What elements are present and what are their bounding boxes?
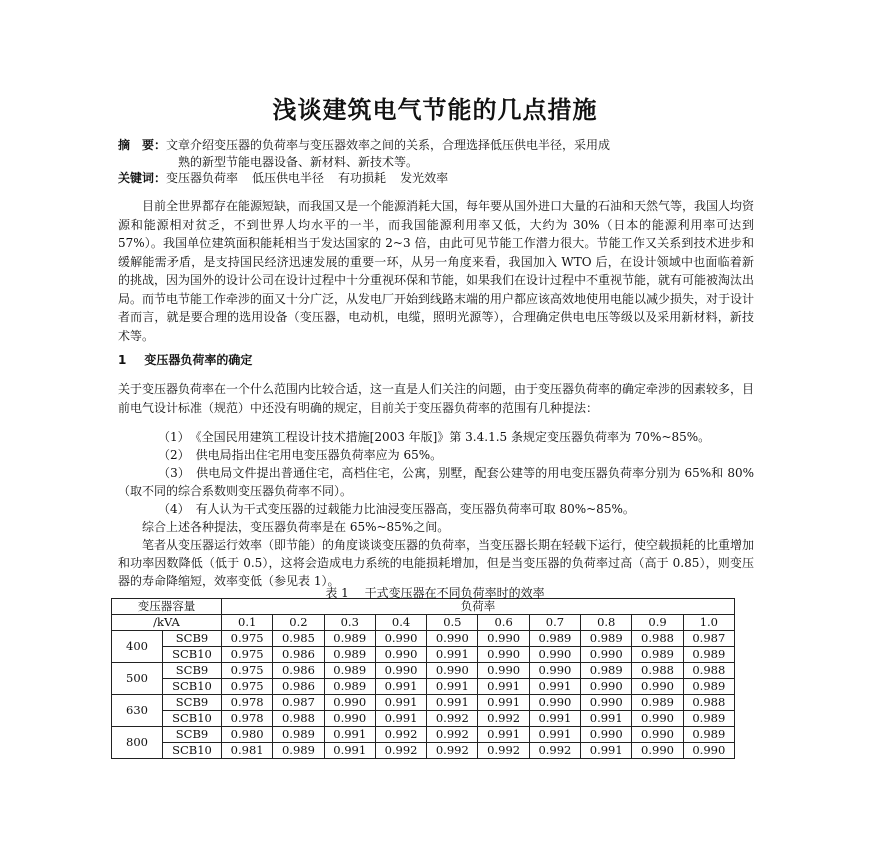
section-paragraph: 关于变压器负荷率在一个什么范围内比较合适，这一直是人们关注的问题，由于变压器负荷率的确定牵涉的因素较多，目前电气设计标准（规范）中还没有明确的规定，目前关于变压器负荷率的范围有几种提法： — [118, 382, 755, 415]
efficiency-cell: 0.990 — [478, 631, 529, 647]
model-cell: SCB10 — [163, 711, 222, 727]
efficiency-cell: 0.987 — [273, 695, 324, 711]
table-caption: 表 1 干式变压器在不同负荷率时的效率 — [325, 586, 545, 600]
efficiency-cell: 0.990 — [324, 711, 375, 727]
efficiency-cell: 0.989 — [683, 647, 734, 663]
efficiency-cell: 0.991 — [478, 695, 529, 711]
efficiency-cell: 0.989 — [683, 679, 734, 695]
efficiency-cell: 0.988 — [683, 695, 734, 711]
efficiency-cell: 0.988 — [273, 711, 324, 727]
model-cell: SCB10 — [163, 679, 222, 695]
paper-title: 浅谈建筑电气节能的几点措施 — [272, 96, 598, 124]
efficiency-cell: 0.991 — [427, 679, 478, 695]
keyword: 发光效率 — [400, 171, 449, 185]
capacity-cell: 800 — [112, 727, 163, 759]
efficiency-cell: 0.990 — [478, 647, 529, 663]
efficiency-cell: 0.980 — [222, 727, 273, 743]
author-view-paragraph: 笔者从变压器运行效率（即节能）的角度谈谈变压器的负荷率，当变压器长期在轻载下运行，使空载损耗的比重增加和功率因数降低（低于 0.5），这将会造成电力系统的电能损耗增加，但是当变压器的负荷率过高（高于 0.85），则变压器的寿命降缩短，效率变低（参见表 1）。 — [118, 538, 755, 588]
efficiency-cell: 0.989 — [581, 631, 632, 647]
capacity-cell: 400 — [112, 631, 163, 663]
efficiency-cell: 0.992 — [427, 711, 478, 727]
load-rate-header: 0.4 — [375, 615, 426, 631]
section-number: 1 — [118, 353, 127, 367]
abstract-label: 摘 要： — [118, 138, 167, 152]
efficiency-cell: 0.990 — [427, 663, 478, 679]
section-heading — [118, 351, 252, 368]
efficiency-cell: 0.989 — [632, 695, 683, 711]
efficiency-cell: 0.986 — [273, 663, 324, 679]
efficiency-cell: 0.990 — [375, 647, 426, 663]
table-row — [112, 711, 735, 727]
model-cell: SCB10 — [163, 647, 222, 663]
efficiency-cell: 0.990 — [427, 631, 478, 647]
efficiency-cell: 0.990 — [581, 679, 632, 695]
efficiency-cell: 0.989 — [632, 647, 683, 663]
keyword: 有功损耗 — [338, 171, 387, 185]
efficiency-cell: 0.989 — [581, 663, 632, 679]
load-rate-header: 1.0 — [683, 615, 734, 631]
efficiency-cell: 0.990 — [581, 727, 632, 743]
keyword: 变压器负荷率 — [166, 171, 239, 185]
load-rate-header: 0.5 — [427, 615, 478, 631]
model-cell: SCB9 — [163, 663, 222, 679]
header-capacity: 变压器容量 — [112, 599, 222, 615]
efficiency-cell: 0.992 — [478, 711, 529, 727]
efficiency-cell: 0.992 — [375, 743, 426, 759]
efficiency-cell: 0.991 — [478, 679, 529, 695]
efficiency-cell: 0.987 — [683, 631, 734, 647]
efficiency-table — [111, 598, 735, 759]
efficiency-cell: 0.991 — [375, 711, 426, 727]
load-rate-header: 0.6 — [478, 615, 529, 631]
efficiency-cell: 0.975 — [222, 631, 273, 647]
load-rate-header: 0.8 — [581, 615, 632, 631]
summary-sentence: 综合上述各种提法，变压器负荷率是在 65%~85%之间。 — [142, 520, 450, 534]
efficiency-cell: 0.991 — [324, 743, 375, 759]
efficiency-cell: 0.991 — [581, 711, 632, 727]
efficiency-cell: 0.975 — [222, 679, 273, 695]
efficiency-cell: 0.989 — [683, 727, 734, 743]
efficiency-cell: 0.991 — [529, 727, 580, 743]
load-rate-header: 0.9 — [632, 615, 683, 631]
efficiency-cell: 0.988 — [632, 631, 683, 647]
load-rate-header: 0.1 — [222, 615, 273, 631]
efficiency-cell: 0.981 — [222, 743, 273, 759]
efficiency-cell: 0.989 — [529, 631, 580, 647]
efficiency-cell: 0.990 — [683, 743, 734, 759]
efficiency-cell: 0.975 — [222, 663, 273, 679]
efficiency-cell: 0.991 — [427, 695, 478, 711]
efficiency-cell: 0.990 — [375, 663, 426, 679]
efficiency-cell: 0.991 — [581, 743, 632, 759]
list-item: （3） 供电局文件提出普通住宅，高档住宅，公寓，别墅，配套公建等的用电变压器负荷率分别为 65%和 80%（取不同的综合系数则变压器负荷率不同）。 — [118, 466, 754, 498]
table-row — [112, 631, 735, 647]
efficiency-cell: 0.990 — [324, 695, 375, 711]
capacity-cell: 630 — [112, 695, 163, 727]
table-row — [112, 647, 735, 663]
list-item: （2） 供电局指出住宅用电变压器负荷率应为 65%。 — [158, 448, 443, 462]
table-row — [112, 743, 735, 759]
efficiency-cell: 0.990 — [529, 695, 580, 711]
efficiency-cell: 0.990 — [632, 711, 683, 727]
efficiency-cell: 0.990 — [529, 663, 580, 679]
keywords-label: 关键词： — [118, 171, 167, 185]
capacity-cell: 500 — [112, 663, 163, 695]
model-cell: SCB9 — [163, 695, 222, 711]
abstract — [118, 137, 758, 171]
efficiency-cell: 0.991 — [478, 727, 529, 743]
efficiency-cell: 0.978 — [222, 695, 273, 711]
efficiency-cell: 0.990 — [632, 743, 683, 759]
load-rate-header: 0.2 — [273, 615, 324, 631]
efficiency-cell: 0.992 — [427, 743, 478, 759]
efficiency-cell: 0.991 — [375, 695, 426, 711]
efficiency-cell: 0.992 — [529, 743, 580, 759]
efficiency-cell: 0.989 — [324, 647, 375, 663]
efficiency-cell: 0.992 — [478, 743, 529, 759]
abstract-line-2: 熟的新型节能电器设备、新材料、新技术等。 — [178, 155, 419, 169]
abstract-line-1: 文章介绍变压器的负荷率与变压器效率之间的关系，合理选择低压供电半径，采用成 — [166, 138, 611, 152]
efficiency-cell: 0.990 — [632, 727, 683, 743]
efficiency-cell: 0.992 — [375, 727, 426, 743]
efficiency-cell: 0.986 — [273, 647, 324, 663]
table-row — [112, 679, 735, 695]
efficiency-cell: 0.990 — [529, 647, 580, 663]
efficiency-cell: 0.989 — [324, 663, 375, 679]
efficiency-cell: 0.989 — [683, 711, 734, 727]
efficiency-cell: 0.989 — [324, 679, 375, 695]
efficiency-cell: 0.990 — [581, 695, 632, 711]
efficiency-cell: 0.989 — [273, 727, 324, 743]
efficiency-cell: 0.990 — [375, 631, 426, 647]
list-item: （1） 《全国民用建筑工程设计技术措施[2003 年版]》第 3.4.1.5 条规定变压器负荷率为 70%~85%。 — [158, 430, 711, 444]
keywords — [118, 170, 758, 187]
model-cell: SCB9 — [163, 727, 222, 743]
efficiency-cell: 0.986 — [273, 679, 324, 695]
efficiency-cell: 0.990 — [632, 679, 683, 695]
efficiency-cell: 0.988 — [683, 663, 734, 679]
efficiency-cell: 0.991 — [529, 711, 580, 727]
efficiency-cell: 0.985 — [273, 631, 324, 647]
efficiency-cell: 0.989 — [273, 743, 324, 759]
section-title: 变压器负荷率的确定 — [144, 353, 253, 367]
intro-paragraph: 目前全世界都存在能源短缺，而我国又是一个能源消耗大国，每年要从国外进口大量的石油和天然气等，我国人均资源和能源相对贫乏，不到世界人均水平的一半，而我国能源利用率又低，大约为 30%（日本的能源利用率可达到 57%）。我国单位建筑面积能耗相当于发达国家的 2~3 倍，由此可见节能工作潜力很大。节能工作又关系到技术进步和缓解能需矛盾，是支持国民经济迅速发展的重要一环，从另一角度来看，我国加入 WTO 后，在设计领域中也面临着新的挑战，因为国外的设计公司在设计过程中十分重视环保和节能，如果我们在设计过程中不重视节能，就有可能被淘汰出局。而节电节能工作牵涉的面又十分广泛，从发电厂开始到线路末端的用户都应该高效地使用电能以减少损失，对于设计者而言，就是要合理的选用设备（变压器，电动机，电缆，照明光源等），合理确定供电电压等级以及采用新材料，新技术等。 — [118, 199, 755, 343]
efficiency-cell: 0.988 — [632, 663, 683, 679]
efficiency-cell: 0.990 — [478, 663, 529, 679]
load-rate-list — [118, 428, 754, 590]
model-cell: SCB10 — [163, 743, 222, 759]
efficiency-cell: 0.990 — [581, 647, 632, 663]
table-row — [112, 695, 735, 711]
keyword: 低压供电半径 — [252, 171, 325, 185]
efficiency-cell: 0.991 — [529, 679, 580, 695]
efficiency-cell: 0.991 — [324, 727, 375, 743]
header-load-rate: 负荷率 — [222, 599, 735, 615]
efficiency-cell: 0.991 — [427, 647, 478, 663]
efficiency-cell: 0.991 — [375, 679, 426, 695]
efficiency-cell: 0.975 — [222, 647, 273, 663]
header-capacity-unit: /kVA — [112, 615, 222, 631]
model-cell: SCB9 — [163, 631, 222, 647]
load-rate-header: 0.3 — [324, 615, 375, 631]
table-row — [112, 663, 735, 679]
efficiency-cell: 0.989 — [324, 631, 375, 647]
list-item: （4） 有人认为干式变压器的过载能力比油浸变压器高，变压器负荷率可取 80%~85%。 — [158, 502, 635, 516]
load-rate-header: 0.7 — [529, 615, 580, 631]
efficiency-cell: 0.978 — [222, 711, 273, 727]
efficiency-cell: 0.992 — [427, 727, 478, 743]
table-row — [112, 727, 735, 743]
